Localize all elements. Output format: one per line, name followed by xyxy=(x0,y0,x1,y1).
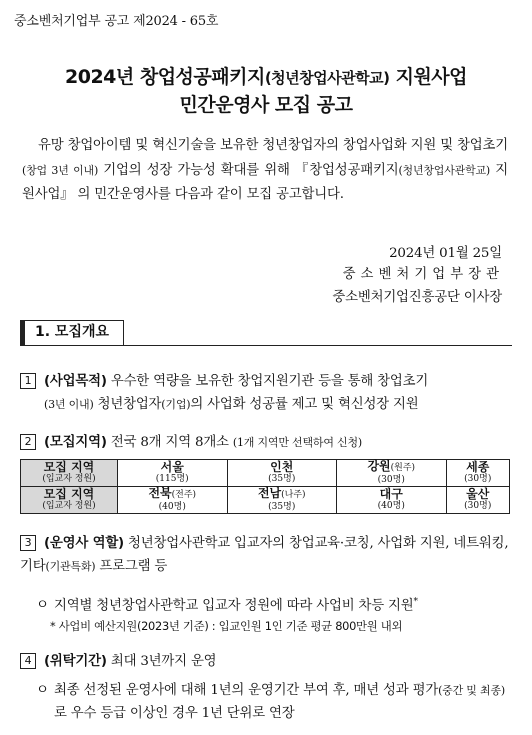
region-name-sub: (원주) xyxy=(390,463,416,473)
table-row xyxy=(21,487,510,514)
title-part-b: (청년창업사관학교) xyxy=(264,69,390,87)
item-operator-role xyxy=(20,532,512,578)
header-name: 모집 지역 xyxy=(43,487,95,501)
item-number-box: 2 xyxy=(20,434,36,450)
section-divider xyxy=(124,345,512,346)
item-continuation xyxy=(20,397,418,412)
notice-number: 중소벤처기업부 공고 제2024 - 65호 xyxy=(14,14,219,29)
budget-note: * 사업비 예산지원(2023년 기준) : 입교인원 1인 기준 평균 800만원 내외 xyxy=(50,619,403,633)
title-part-a: 2024년 창업성공패키지 xyxy=(65,66,265,88)
signature-agency: 중소벤처기업진흥공단 이사장 xyxy=(332,290,502,305)
header-sub: (입교자 정원) xyxy=(42,501,96,511)
region-name: 전북 xyxy=(148,486,172,500)
bullet-sup: * xyxy=(413,597,418,607)
bullet-text: 지역별 청년창업사관학교 입교자 정원에 따라 사업비 차등 지원 xyxy=(54,598,414,614)
region-name: 전남 xyxy=(257,486,282,500)
item-small: (1개 지역만 선택하여 신청) xyxy=(232,436,362,449)
intro-paragraph xyxy=(22,134,508,208)
bullet-mark: ㅇ xyxy=(36,598,49,614)
region-capacity: (35명) xyxy=(268,502,296,512)
table-cell xyxy=(118,460,228,487)
bullet-text-2: 로 우수 등급 이상인 경우 1년 단위로 연장 xyxy=(54,706,295,721)
item-text: 우수한 역량을 보유한 창업지원기관 등을 통해 창업초기 xyxy=(106,374,429,389)
region-capacity: (40명) xyxy=(377,501,405,511)
item-region xyxy=(20,431,512,454)
item-text-2: 프로그램 등 xyxy=(95,559,168,574)
item-text: 전국 8개 지역 8개소 xyxy=(106,435,233,450)
page-subtitle: 민간운영사 모집 공고 xyxy=(179,94,353,116)
table-row xyxy=(21,460,510,487)
region-capacity: (115명) xyxy=(155,474,189,484)
table-cell xyxy=(446,460,510,487)
intro-small-2: (청년창업사관학교) xyxy=(398,163,491,177)
region-capacity: (30명) xyxy=(377,475,405,485)
region-name: 강원 xyxy=(367,459,391,473)
region-name: 울산 xyxy=(466,487,490,501)
section-heading: 1. 모집개요 xyxy=(20,320,124,346)
item-number-box: 3 xyxy=(20,535,36,551)
bullet-small: (중간 및 최종) xyxy=(438,684,505,697)
title-part-c: 지원사업 xyxy=(389,66,467,88)
table-cell xyxy=(227,487,337,514)
bullet-text: 최종 선정된 운영사에 대해 1년의 운영기간 부여 후, 매년 성과 평가 xyxy=(54,683,439,698)
region-capacity: (30명) xyxy=(464,501,492,511)
bullet-budget xyxy=(36,591,512,617)
item-number-box: 1 xyxy=(20,373,36,389)
item-text: 청년창업사관학교 입교자의 창업교육·코칭, 사업화 지원, 네트워킹, 기타 xyxy=(20,536,509,574)
intro-text-2: 기업의 성장 가능성 확대를 위해 『창업성공패키지 xyxy=(98,162,399,178)
item-small: (3년 이내) xyxy=(44,398,94,411)
item-purpose xyxy=(20,370,512,416)
item-small-2: (기업) xyxy=(161,398,191,411)
item-text-cont: 청년창업자 xyxy=(93,397,162,412)
table-header-cell xyxy=(21,460,118,487)
item-text-cont-2: 의 사업화 성공률 제고 및 혁신성장 지원 xyxy=(190,397,419,412)
bullet-mark: ㅇ xyxy=(36,683,49,698)
item-term xyxy=(20,650,512,673)
region-name-sub: (나주) xyxy=(281,490,306,500)
region-capacity: (35명) xyxy=(268,474,296,484)
page-title xyxy=(0,62,532,89)
table-cell xyxy=(227,460,337,487)
region-name-sub: (전주) xyxy=(171,490,197,500)
region-name: 인천 xyxy=(270,460,294,474)
item-small: (기관특화) xyxy=(45,560,96,573)
intro-text-3: 지원사업』 의 민간운영사를 다음과 같이 모집 공고합니다. xyxy=(22,162,508,202)
signature-date: 2024년 01월 25일 xyxy=(389,246,502,261)
intro-text-1: 유망 창업아이템 및 혁신기술을 보유한 청년창업자의 창업사업화 지원 및 창업초기 xyxy=(38,138,508,153)
table-cell xyxy=(446,487,510,514)
region-name: 대구 xyxy=(379,487,403,501)
item-number-box: 4 xyxy=(20,653,36,669)
bullet-term xyxy=(36,679,512,725)
intro-small-1: (창업 3년 이내) xyxy=(22,163,99,177)
item-heading: (모집지역) xyxy=(44,435,107,450)
item-heading: (위탁기간) xyxy=(44,654,107,669)
table-header-cell xyxy=(21,487,118,514)
region-name: 서울 xyxy=(160,460,184,474)
item-heading: (운영사 역할) xyxy=(44,536,124,551)
item-text: 최대 3년까지 운영 xyxy=(106,654,217,669)
signature-ministry: 중소벤처기업부장관 xyxy=(342,267,504,282)
item-heading: (사업목적) xyxy=(44,374,107,389)
table-cell xyxy=(337,460,447,487)
table-cell xyxy=(337,487,447,514)
region-name: 세종 xyxy=(466,460,490,474)
table-cell xyxy=(118,487,228,514)
region-capacity: (30명) xyxy=(464,474,492,484)
region-table xyxy=(20,459,510,514)
region-capacity: (40명) xyxy=(158,502,186,512)
header-name: 모집 지역 xyxy=(43,460,95,474)
header-sub: (입교자 정원) xyxy=(42,474,96,484)
